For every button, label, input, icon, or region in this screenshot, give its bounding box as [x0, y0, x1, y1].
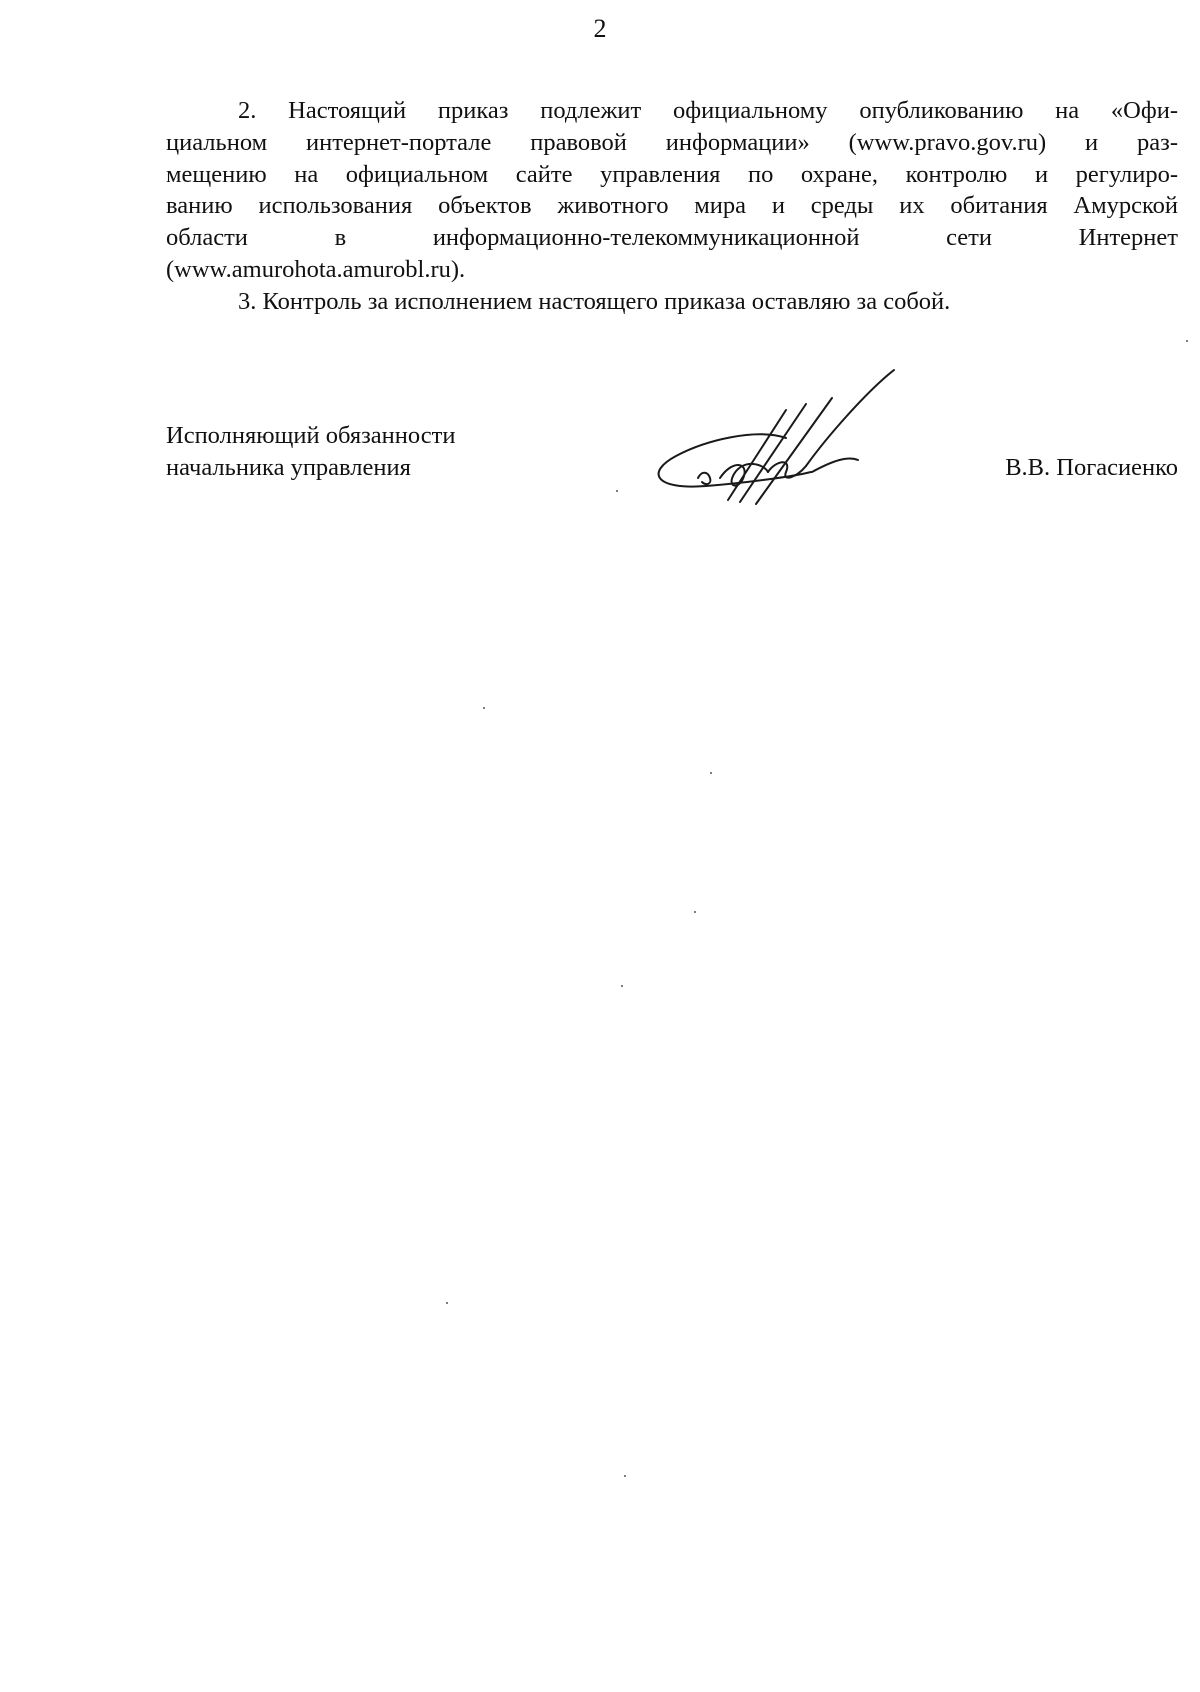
- paragraph-control: [166, 286, 1178, 318]
- paragraph-line: 3. Контроль за исполнением настоящего приказа оставляю за собой.: [238, 287, 951, 315]
- signer-position-line: Исполняющий обязанности: [166, 422, 456, 449]
- scan-speck: [624, 1475, 626, 1477]
- paragraph-publication: [166, 95, 1178, 286]
- signer-position: [166, 420, 455, 484]
- scan-speck: [621, 985, 623, 987]
- signer-position-line: начальника управления: [166, 454, 411, 481]
- scan-speck: [446, 1302, 448, 1304]
- paragraph-line: (www.amurohota.amurobl.ru).: [166, 255, 466, 283]
- scan-speck: [710, 772, 712, 774]
- scan-speck: [694, 911, 696, 913]
- signature-block: [166, 420, 1178, 530]
- paragraph-line: циальном интернет-портале правовой информации» (www.pravo.gov.ru) и раз-: [166, 128, 1178, 156]
- page-number: 2: [593, 14, 607, 43]
- paragraph-line: 2. Настоящий приказ подлежит официальному опубликованию на «Офи-: [238, 97, 1178, 124]
- scan-speck: [1186, 340, 1188, 342]
- document-body: [166, 95, 1178, 318]
- paragraph-line: ванию использования объектов животного мира и среды их обитания Амурской: [166, 192, 1178, 220]
- signer-name: В.В. Погасиенко: [1005, 454, 1178, 481]
- scan-speck: [483, 707, 485, 709]
- paragraph-line: мещению на официальном сайте управления по охране, контролю и регулиро-: [166, 160, 1178, 188]
- scan-speck: [616, 490, 618, 492]
- paragraph-line: области в информационно-телекоммуникационной сети Интернет: [166, 224, 1178, 252]
- handwritten-signature: [636, 368, 926, 508]
